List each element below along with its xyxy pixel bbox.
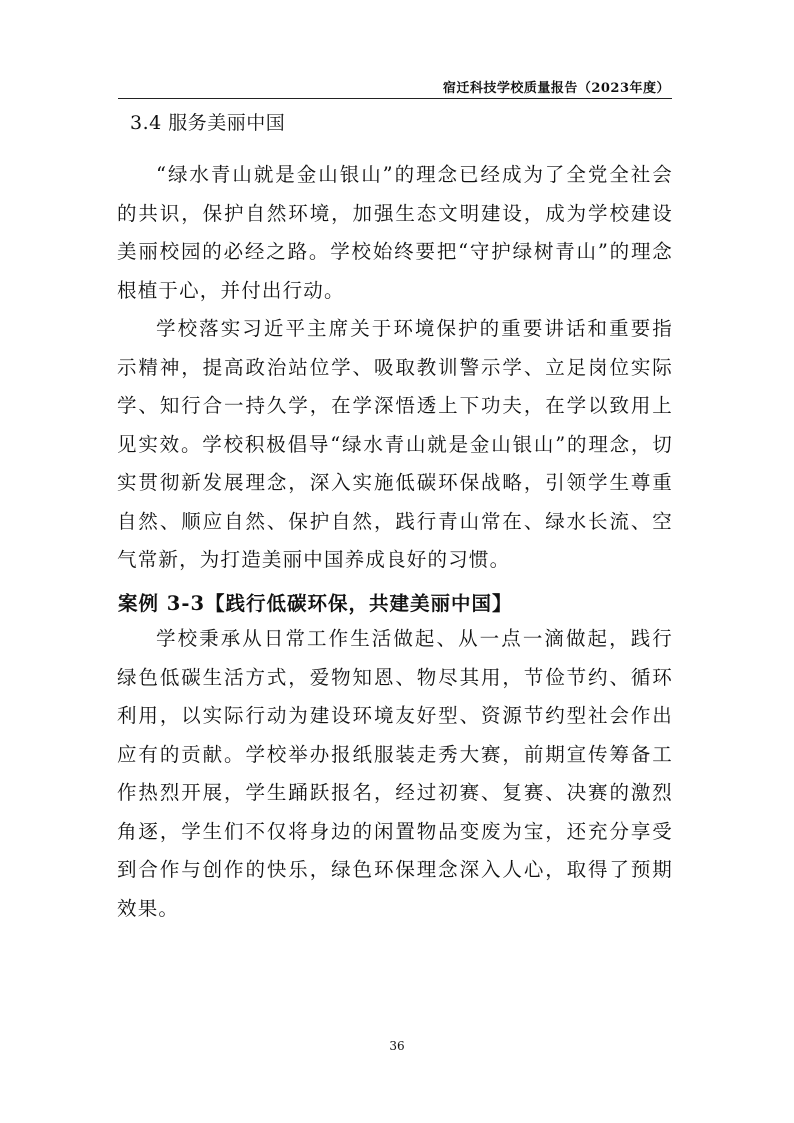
header-divider xyxy=(118,98,672,99)
running-header: 宿迁科技学校质量报告（2023年度） xyxy=(442,81,670,96)
page-number: 36 xyxy=(389,1039,405,1053)
case-heading: 案例 3-3【践行低碳环保，共建美丽中国】 xyxy=(118,592,513,615)
section-heading: 3.4 服务美丽中国 xyxy=(130,112,286,134)
body-paragraph-1: “绿水青山就是金山银山”的理念已经成为了全党全社会的共识，保护自然环境，加强生态文明建设，成为学校建设美丽校园的必经之路。学校始终要把“守护绿树青山”的理念根植于心，并付出行动。 xyxy=(117,163,673,302)
case-paragraph: 学校秉承从日常工作生活做起、从一点一滴做起，践行绿色低碳生活方式，爱物知恩、物尽其用，节俭节约、循环利用，以实际行动为建设环境友好型、资源节约型社会作出应有的贡献。学校举办报纸服装走秀大赛，前期宣传筹备工作热烈开展，学生踊跃报名，经过初赛、复赛、决赛的激烈角逐，学生们不仅将身边的闲置物品变废为宝，还充分享受到合作与创作的快乐，绿色环保理念深入人心，取得了预期效果。 xyxy=(117,627,673,920)
body-paragraph-2: 学校落实习近平主席关于环境保护的重要讲话和重要指示精神，提高政治站位学、吸取教训警示学、立足岗位实际学、知行合一持久学，在学深悟透上下功夫，在学以致用上见实效。学校积极倡导“绿水青山就是金山银山”的理念，切实贯彻新发展理念，深入实施低碳环保战略，引领学生尊重自然、顺应自然、保护自然，践行青山常在、绿水长流、空气常新，为打造美丽中国养成良好的习惯。 xyxy=(117,317,673,571)
